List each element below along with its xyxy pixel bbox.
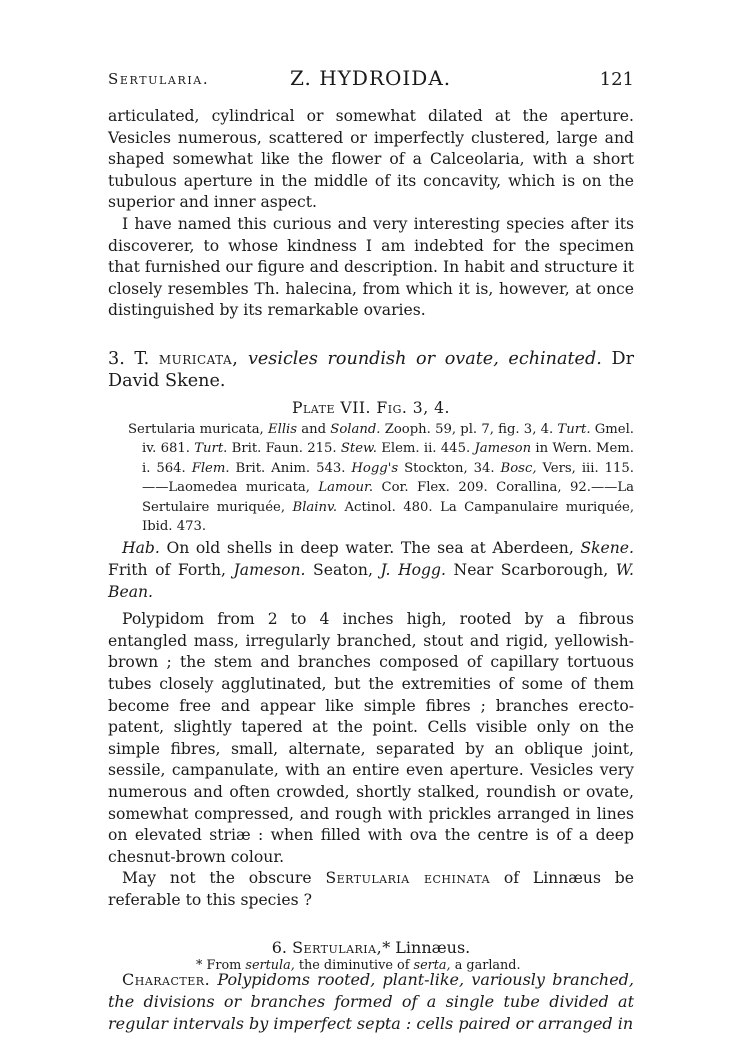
body-text [108,106,634,1035]
footnote: * From sertula, the diminutive of serta, a garland. [196,958,521,973]
running-head-left: Sertularia. [108,70,210,88]
genus-character: Character. Polypidoms rooted, plant-like, variously branched, the divisions or branches formed of a single tube divided at regular intervals by imperfect septa : cells paired or arranged in [108,970,634,1034]
species-authority: Dr David Skene. [108,348,634,391]
species-diagnosis: vesicles roundish or ovate, echinated. [247,348,602,369]
page-number: 121 [599,69,634,90]
synonymy: Sertularia muricata, Ellis and Soland. Zooph. 59, pl. 7, fig. 3, 4. Turt. Gmel. iv. 681. Turt. Brit. Faun. 215. Stew. Elem. ii. 445. Jameson in Wern. Mem. i. 564. Flem. Brit. Anim. 543. Hogg's Stockton, 34. Bosc, Vers, iii. 115.——Laomedea muricata, Lamour. Cor. Flex. 209. Corallina, 92.——La Sertulaire muriquée, Blainv. Actinol. 480. La Campanulaire muriquée, Ibid. 473. [128,421,635,534]
paragraph-naming: I have named this curious and very interesting species after its discoverer, to whose kindness I am indebted for the specimen that furnished our figure and description. In habit and structure it closely resembles Th. halecina, from which it is, however, at once distinguished by its remarkable ovaries. [108,214,634,320]
plate-reference: Plate VII. Fig. 3, 4. [291,398,451,417]
species-heading [108,348,634,392]
genus-heading: 6. Sertularia,* Linnæus. [271,938,471,958]
running-head-center: Z. HYDROIDA. [290,66,452,90]
query-paragraph: May not the obscure Sertularia echinata of Linnæus be referable to this species ? [108,869,635,909]
paragraph-vesicles: articulated, cylindrical or somewhat dilated at the aperture. Vesicles numerous, scattered or imperfectly clustered, large and shaped somewhat like the flower of a Calceolaria, with a short tubulous aperture in the middle of its concavity, which is on the superior and inner aspect. [108,107,634,212]
habitat: Hab. On old shells in deep water. The sea at Aberdeen, Skene. Frith of Forth, Jameson. Seaton, J. Hogg. Near Scarborough, W. Bean. [108,539,634,601]
description: Polypidom from 2 to 4 inches high, rooted by a fibrous entangled mass, irregularly branched, stout and rigid, yellowish-brown ; the stem and branches composed of capillary tortuous tubes closely agglutinated, but the extremities of some of them become free and appear like simple fibres ; branches erecto-patent, slightly tapered at the point. Cells visible only on the simple fibres, small, alternate, separated by an oblique joint, sessile, campanulate, with an entire even aperture. Vesicles very numerous and often crowded, shortly stalked, roundish or ovate, somewhat compressed, and rough with prickles arranged in lines on elevated striæ : when filled with ova the centre is of a deep chesnut-brown colour. [108,610,634,866]
species-name: muricata, [158,348,239,369]
species-number: 3. T. [108,348,150,369]
page-header [108,66,634,96]
